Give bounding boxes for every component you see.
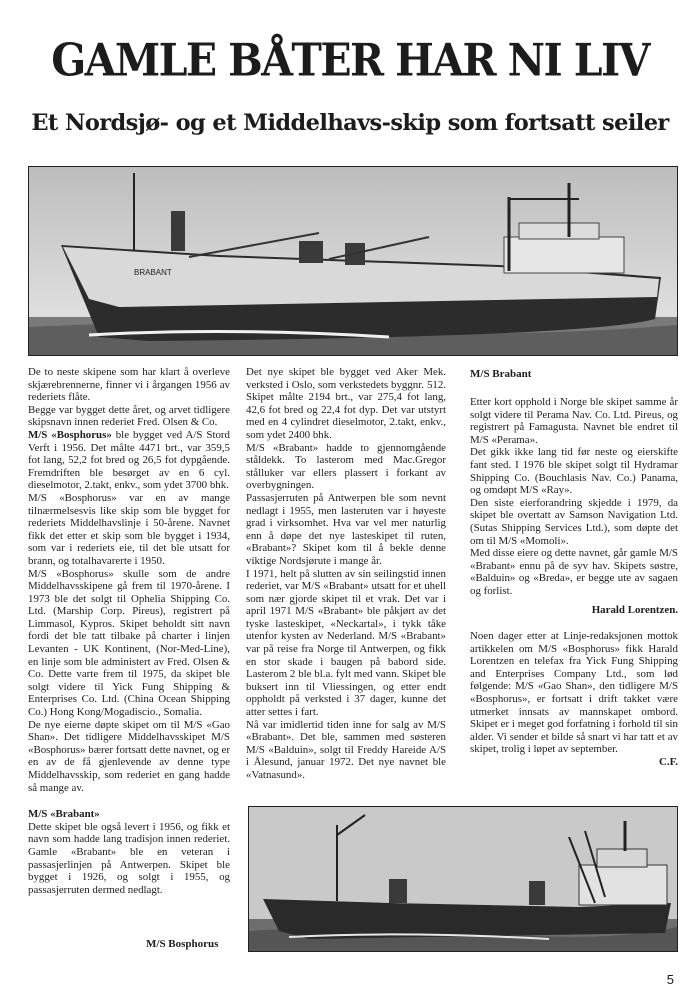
paragraph: Det nye skipet ble bygget ved Aker Mek. verksted i Oslo, som verkstedets byggnr. 512. Skipet målte 2194 brt., var 275,4 fot lang, 42,6 fot bred og 22,4 fot dyp. Det var utstyrt med en 4 cylindret dieselmotor, 2.takt, enkv., som ydet 2400 bhk. <box>246 366 446 441</box>
paragraph: ble bygget ved A/S Stord Verft i 1956. Det målte 4471 brt., var 359,5 fot lang, 52,2 fot bred og 26,5 fot dypgående. Fremdriften ble besørget av en 6 cyl. dieselmotor, 2.takt, enkv., som ydet 3700 bhk. <box>28 428 230 492</box>
paragraph: M/S «Brabant» hadde to gjennomgående ståldekk. To lasterom med Mac.Gregor stålluker var ellers plassert i forkant av overbygningen. <box>246 441 446 492</box>
paragraph: I 1971, helt på slutten av sin seilingstid innen rederiet, var M/S «Brabant» utsatt for et uhell som nær gjorde skipet til et vrak. Det var i april 1971 M/S «Brabant» ble påkjørt av det tyske lasteskipet, «Neckartal», i tykk tåke utenfor kysten av Nederland. M/S «Brabant» var på reise fra Norge til Antwerpen, og fikk en stor skade i baugen på babord side. Lasterom 2 ble bl.a. fylt med vann. Skipet ble buksert inn til Vliessingen, og etter endt oppholdt på verksted i 37 dager, kunne det atter settes i fart. <box>246 567 446 719</box>
caption-brabant: M/S Brabant <box>470 368 532 380</box>
column-3 <box>470 396 678 769</box>
paragraph: De to neste skipene som har klart å overleve skjærebrennerne, finner vi i årgangen 1956 av rederiets flåte. <box>28 366 230 404</box>
page-number: 5 <box>666 972 674 987</box>
author-initials: C.F. <box>659 756 678 769</box>
paragraph: Den siste eierforandring skjedde i 1979, da skipet ble overtatt av Samson Navigation Ltd. (Sutas Shipping Services Ltd.), som døpte det om til M/S «Momoli». <box>470 496 678 547</box>
paragraph: Etter kort opphold i Norge ble skipet samme år solgt videre til Perama Nav. Co. Ltd. Pireus, og registrert på Famagusta. Navnet ble endret til M/S «Perama». <box>470 396 678 446</box>
article-subtitle: Et Nordsjø- og et Middelhavs-skip som fortsatt seiler <box>31 110 669 136</box>
paragraph: M/S «Bosphorus» skulle som de andre Middelhavsskipene gå frem til 1970-årene. I 1973 ble det solgt til Ophelia Shipping Co. Ltd. (Marship Corp. Pireus), registrert på Limmasol, Kypros. Skipet beholdt sitt navn fordi det ble tatt tilbake på charter i linjen Levanten - UK Kontinent, (Nor-Med-Line), en linje som ble administert av Fred. Olsen & Co. Dette varte frem til 1975, da skipet ble solgt videre til Yick Fung Shipping & Enterprises Co. Ltd. (China Ocean Shipping Co.) Hong Kong/Mogadiscio., Somalia. <box>28 567 230 719</box>
paragraph: M/S «Bosphorus» var en av mange tilnærmelsesvis like skip som ble bygget for rederiets Middelhavslinje i 50-årene. Navnet fikk det etter et skip som ble bygget i 1934, som var i rederiets eie, til det ble utsatt for brann, og totalhavarerte i 1950. <box>28 491 230 567</box>
bosphorus-photo <box>248 806 678 952</box>
paragraph: Passasjerruten på Antwerpen ble som nevnt nedlagt i 1955, men lasteruten var i høyeste grad i virksomhet. Hva var vel mer naturlig enn å døpe det nye lasteskipet til ruten, «Brabant»? Skipet kom til å bekle denne viktige Nordsjørute i mange år. <box>246 491 446 567</box>
paragraph: Med disse eiere og dette navnet, går gamle M/S «Brabant» ennu på de syv hav. Skipets søstre, «Balduin» og «Breda», er begge ute av sagaen og forlist. <box>470 547 678 597</box>
paragraph: Nå var imidlertid tiden inne for salg av M/S «Brabant». Det ble, sammen med søsteren M/S «Balduin», solgt til Freddy Hareide A/S i Ålesund, januar 1972. Det nye navnet ble «Vatnasund». <box>246 718 446 781</box>
article-title: GAMLE BÅTER HAR NI LIV <box>51 33 649 87</box>
subheading-brabant: M/S «Brabant» <box>28 808 100 821</box>
hull-name: BRABANT <box>134 268 172 277</box>
column-2 <box>246 366 446 782</box>
paragraph: Noen dager etter at Linje-redaksjonen mottok artikkelen om M/S «Bosphorus» fikk Harald Lorentzen en telefax fra Yick Fung Shipping and Enterprises Company Ltd., som lød følgende: M/S «Gao Shan», den tidligere M/S «Bosphorus», er fortsatt i drift takket være utmerket innsats av mannskapet ombord. Skipet er i meget god forfatning i forhold til sin alder. Vi sender et bilde så snart vi har tatt et av skipet, trolig i løpet av september. <box>470 630 678 756</box>
caption-bosphorus: M/S Bosphorus <box>146 938 219 950</box>
subheading-bosphorus: M/S «Bosphorus» <box>28 428 112 441</box>
brabant-photo <box>28 166 678 356</box>
paragraph: De nye eierne døpte skipet om til M/S «Gao Shan». Det tidligere Middelhavsskipet M/S «Bosphorus» bærer fortsatt dette navnet, og er en av de få gjenlevende av denne type Middelhavsskip, som rederiet en gang hadde så mange av. <box>28 718 230 794</box>
author-signature: Harald Lorentzen. <box>591 603 678 616</box>
column-1 <box>28 366 230 896</box>
paragraph: Dette skipet ble også levert i 1956, og fikk et navn som hadde lang tradisjon innen rederiet. Gamle «Brabant» ble en veteran i passasjerlinjen på Antwerpen. Skipet ble bygget i 1926, og solgt i 1955, og passasjerruten dermed nedlagt. <box>28 820 230 896</box>
paragraph: Det gikk ikke lang tid før neste og eierskifte fant sted. I 1976 ble skipet solgt til Hydramar Shipping Co. (Bouchlasis Nav. Co.) Panama, og omdøpt M/S «Ray». <box>470 446 678 497</box>
paragraph: Begge var bygget dette året, og arvet tidligere skipsnavn innen rederiet Fred. Olsen & Co. <box>28 403 230 429</box>
